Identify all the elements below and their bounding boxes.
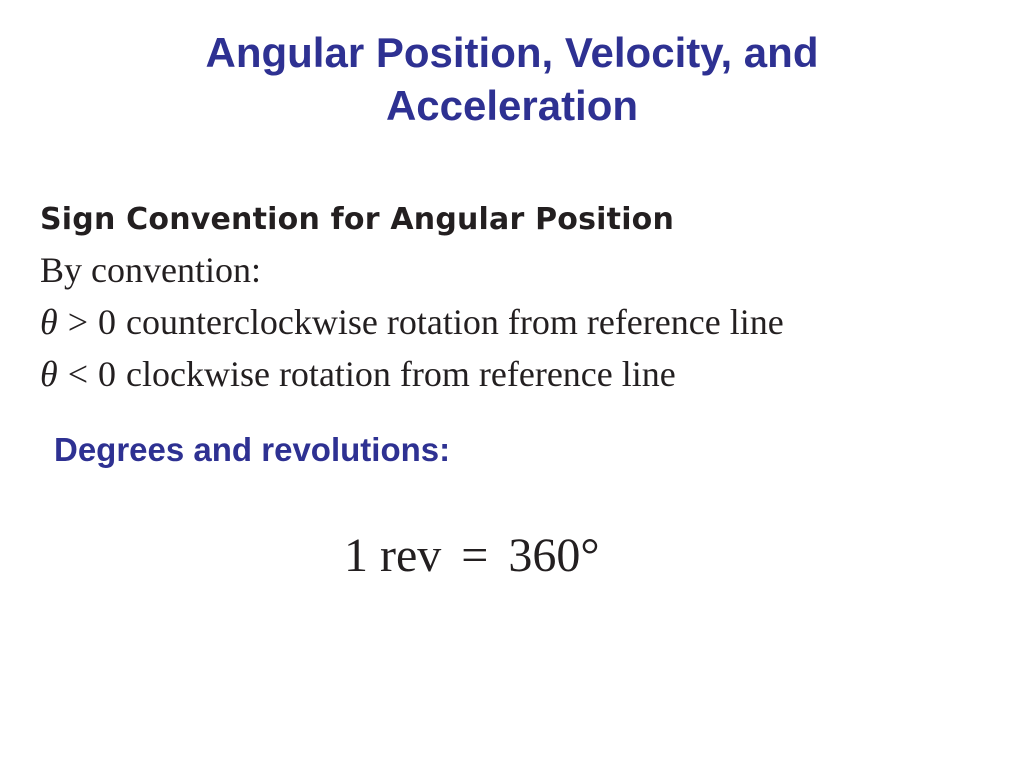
sign-convention-heading: Sign Convention for Angular Position	[40, 202, 675, 237]
convention-rule-positive	[40, 296, 1010, 348]
slide-title-line-1: Angular Position, Velocity, and	[205, 29, 819, 76]
rule-value: 0	[98, 354, 116, 394]
sign-convention-block	[40, 196, 1010, 400]
slide-title-line-2: Acceleration	[385, 82, 639, 129]
rule-description: counterclockwise rotation from reference line	[126, 302, 784, 342]
convention-intro: By convention:	[40, 250, 261, 290]
convention-rule-negative	[40, 348, 1010, 400]
theta-symbol: θ	[40, 354, 58, 394]
slide-title	[112, 26, 912, 132]
rev-degree-equation	[344, 524, 600, 588]
equation-left: 1 rev	[344, 529, 442, 582]
rule-value: 0	[98, 302, 116, 342]
rule-description: clockwise rotation from reference line	[126, 354, 676, 394]
greater-than-operator: >	[67, 302, 88, 342]
equation-right: 360°	[508, 529, 600, 582]
less-than-operator: <	[67, 354, 88, 394]
degrees-revolutions-subtitle: Degrees and revolutions:	[54, 431, 451, 468]
equals-sign: =	[461, 529, 489, 582]
theta-symbol: θ	[40, 302, 58, 342]
